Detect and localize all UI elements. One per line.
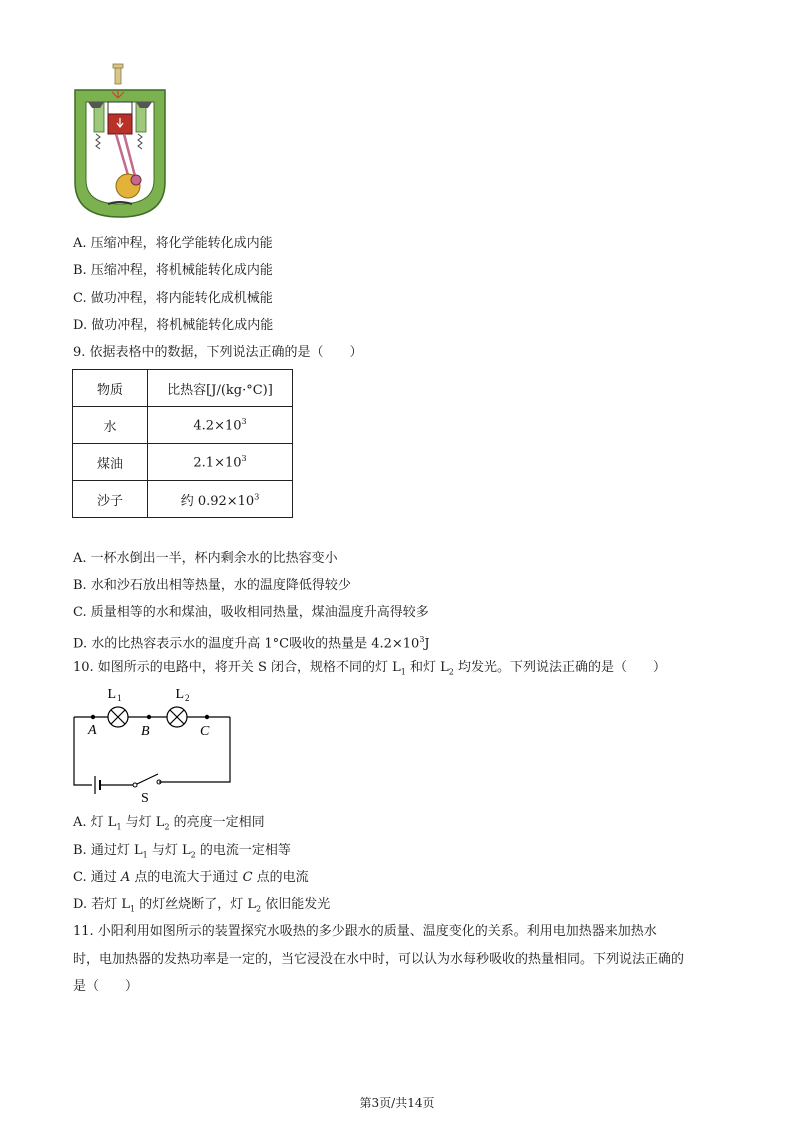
table-cell: 沙子 bbox=[73, 481, 148, 518]
q9-option-d[interactable] bbox=[73, 632, 430, 652]
point-a-dot bbox=[91, 715, 95, 719]
option-letter: D. bbox=[73, 636, 88, 652]
point-a-label: A bbox=[88, 723, 97, 738]
q9-option-c[interactable] bbox=[73, 605, 429, 621]
option-letter: A. bbox=[73, 551, 87, 566]
option-text: 一杯水倒出一半，杯内剩余水的比热容变小 bbox=[90, 551, 338, 566]
engine-figure bbox=[70, 62, 170, 222]
specific-heat-table bbox=[72, 369, 293, 518]
table-cell: 约 $0.92\times 10^3$ bbox=[148, 481, 293, 518]
q8-option-c[interactable] bbox=[73, 291, 273, 307]
point-b-dot bbox=[147, 715, 151, 719]
table-row bbox=[73, 407, 293, 444]
switch-contact bbox=[133, 783, 137, 787]
switch-label: S bbox=[141, 791, 149, 806]
page-footer: 第3页/共14页 bbox=[359, 1096, 435, 1110]
q9-stem: 9. 依据表格中的数据，下列说法正确的是（ ） bbox=[73, 345, 363, 360]
exponent: 3 bbox=[419, 635, 425, 644]
q8-option-d[interactable] bbox=[73, 318, 273, 334]
table-cell: 水 bbox=[73, 407, 148, 444]
table-header-cell: 比热容[J/(kg·°C)] bbox=[148, 370, 293, 407]
point-b-label: B bbox=[141, 724, 150, 739]
lamp-l1-sub: 1 bbox=[117, 693, 122, 703]
lamp-l1-label: L bbox=[107, 687, 116, 702]
option-text: 水和沙石放出相等热量，水的温度降低得较少 bbox=[90, 578, 351, 593]
lamp-l1-icon bbox=[108, 707, 128, 727]
table-cell: $4.2\times 10^3$ bbox=[148, 407, 293, 444]
table-header-cell: 物质 bbox=[73, 370, 148, 407]
option-text: 压缩冲程，将机械能转化成内能 bbox=[90, 263, 273, 278]
q10-stem: 10. 如图所示的电路中，将开关 S 闭合，规格不同的灯 $L_1$ 和灯 $L_2$ 均发光。下列说法正确的是（ ） bbox=[73, 660, 666, 677]
option-letter: C. bbox=[73, 291, 87, 306]
option-letter: B. bbox=[73, 578, 87, 593]
q10-option-d[interactable]: D. 若灯 $L_1$ 的灯丝烧断了，灯 $L_2$ 依旧能发光 bbox=[73, 897, 331, 914]
option-text: 做功冲程，将内能转化成机械能 bbox=[90, 291, 273, 306]
option-letter: B. bbox=[73, 263, 87, 278]
point-c-dot bbox=[205, 715, 209, 719]
switch-blade bbox=[137, 774, 158, 784]
option-letter: C. bbox=[73, 605, 87, 620]
table-row bbox=[73, 370, 293, 407]
q9-option-b[interactable] bbox=[73, 578, 351, 594]
lamp-l2-sub: 2 bbox=[185, 693, 190, 703]
lamp-l2-icon bbox=[167, 707, 187, 727]
q11-line-1: 11. 小阳利用如图所示的装置探究水吸热的多少跟水的质量、温度变化的关系。利用电加热器来加热水 bbox=[73, 924, 657, 939]
option-text: 质量相等的水和煤油，吸收相同热量，煤油温度升高得较多 bbox=[90, 605, 429, 620]
table-row bbox=[73, 481, 293, 518]
q8-option-b[interactable] bbox=[73, 263, 273, 279]
q11-line-2: 时，电加热器的发热功率是一定的，当它浸没在水中时，可以认为水每秒吸收的热量相同。下列说法正确的 bbox=[73, 952, 685, 967]
q11-line-3: 是（ ） bbox=[73, 979, 139, 994]
q10-option-b[interactable]: B. 通过灯 $L_1$ 与灯 $L_2$ 的电流一定相等 bbox=[73, 843, 291, 860]
table-cell: 煤油 bbox=[73, 444, 148, 481]
option-letter: A. bbox=[73, 236, 87, 251]
q8-option-a[interactable] bbox=[73, 236, 273, 252]
table-cell: $2.1\times 10^3$ bbox=[148, 444, 293, 481]
q9-option-a[interactable] bbox=[73, 551, 338, 567]
option-text: 压缩冲程，将化学能转化成内能 bbox=[90, 236, 273, 251]
lamp-l2-label: L bbox=[175, 687, 184, 702]
option-text: 水的比热容表示水的温度升高 1°C吸收的热量是 4.2×10 bbox=[91, 636, 420, 652]
option-letter: D. bbox=[73, 318, 88, 333]
circuit-diagram bbox=[65, 682, 245, 807]
table-row bbox=[73, 444, 293, 481]
option-text: 做功冲程，将机械能转化成内能 bbox=[91, 318, 274, 333]
q10-option-a[interactable]: A. 灯 $L_1$ 与灯 $L_2$ 的亮度一定相同 bbox=[73, 815, 265, 832]
q10-option-c[interactable]: C. 通过 A 点的电流大于通过 C 点的电流 bbox=[73, 870, 309, 885]
unit: J bbox=[424, 636, 430, 652]
point-c-label: C bbox=[200, 724, 210, 739]
